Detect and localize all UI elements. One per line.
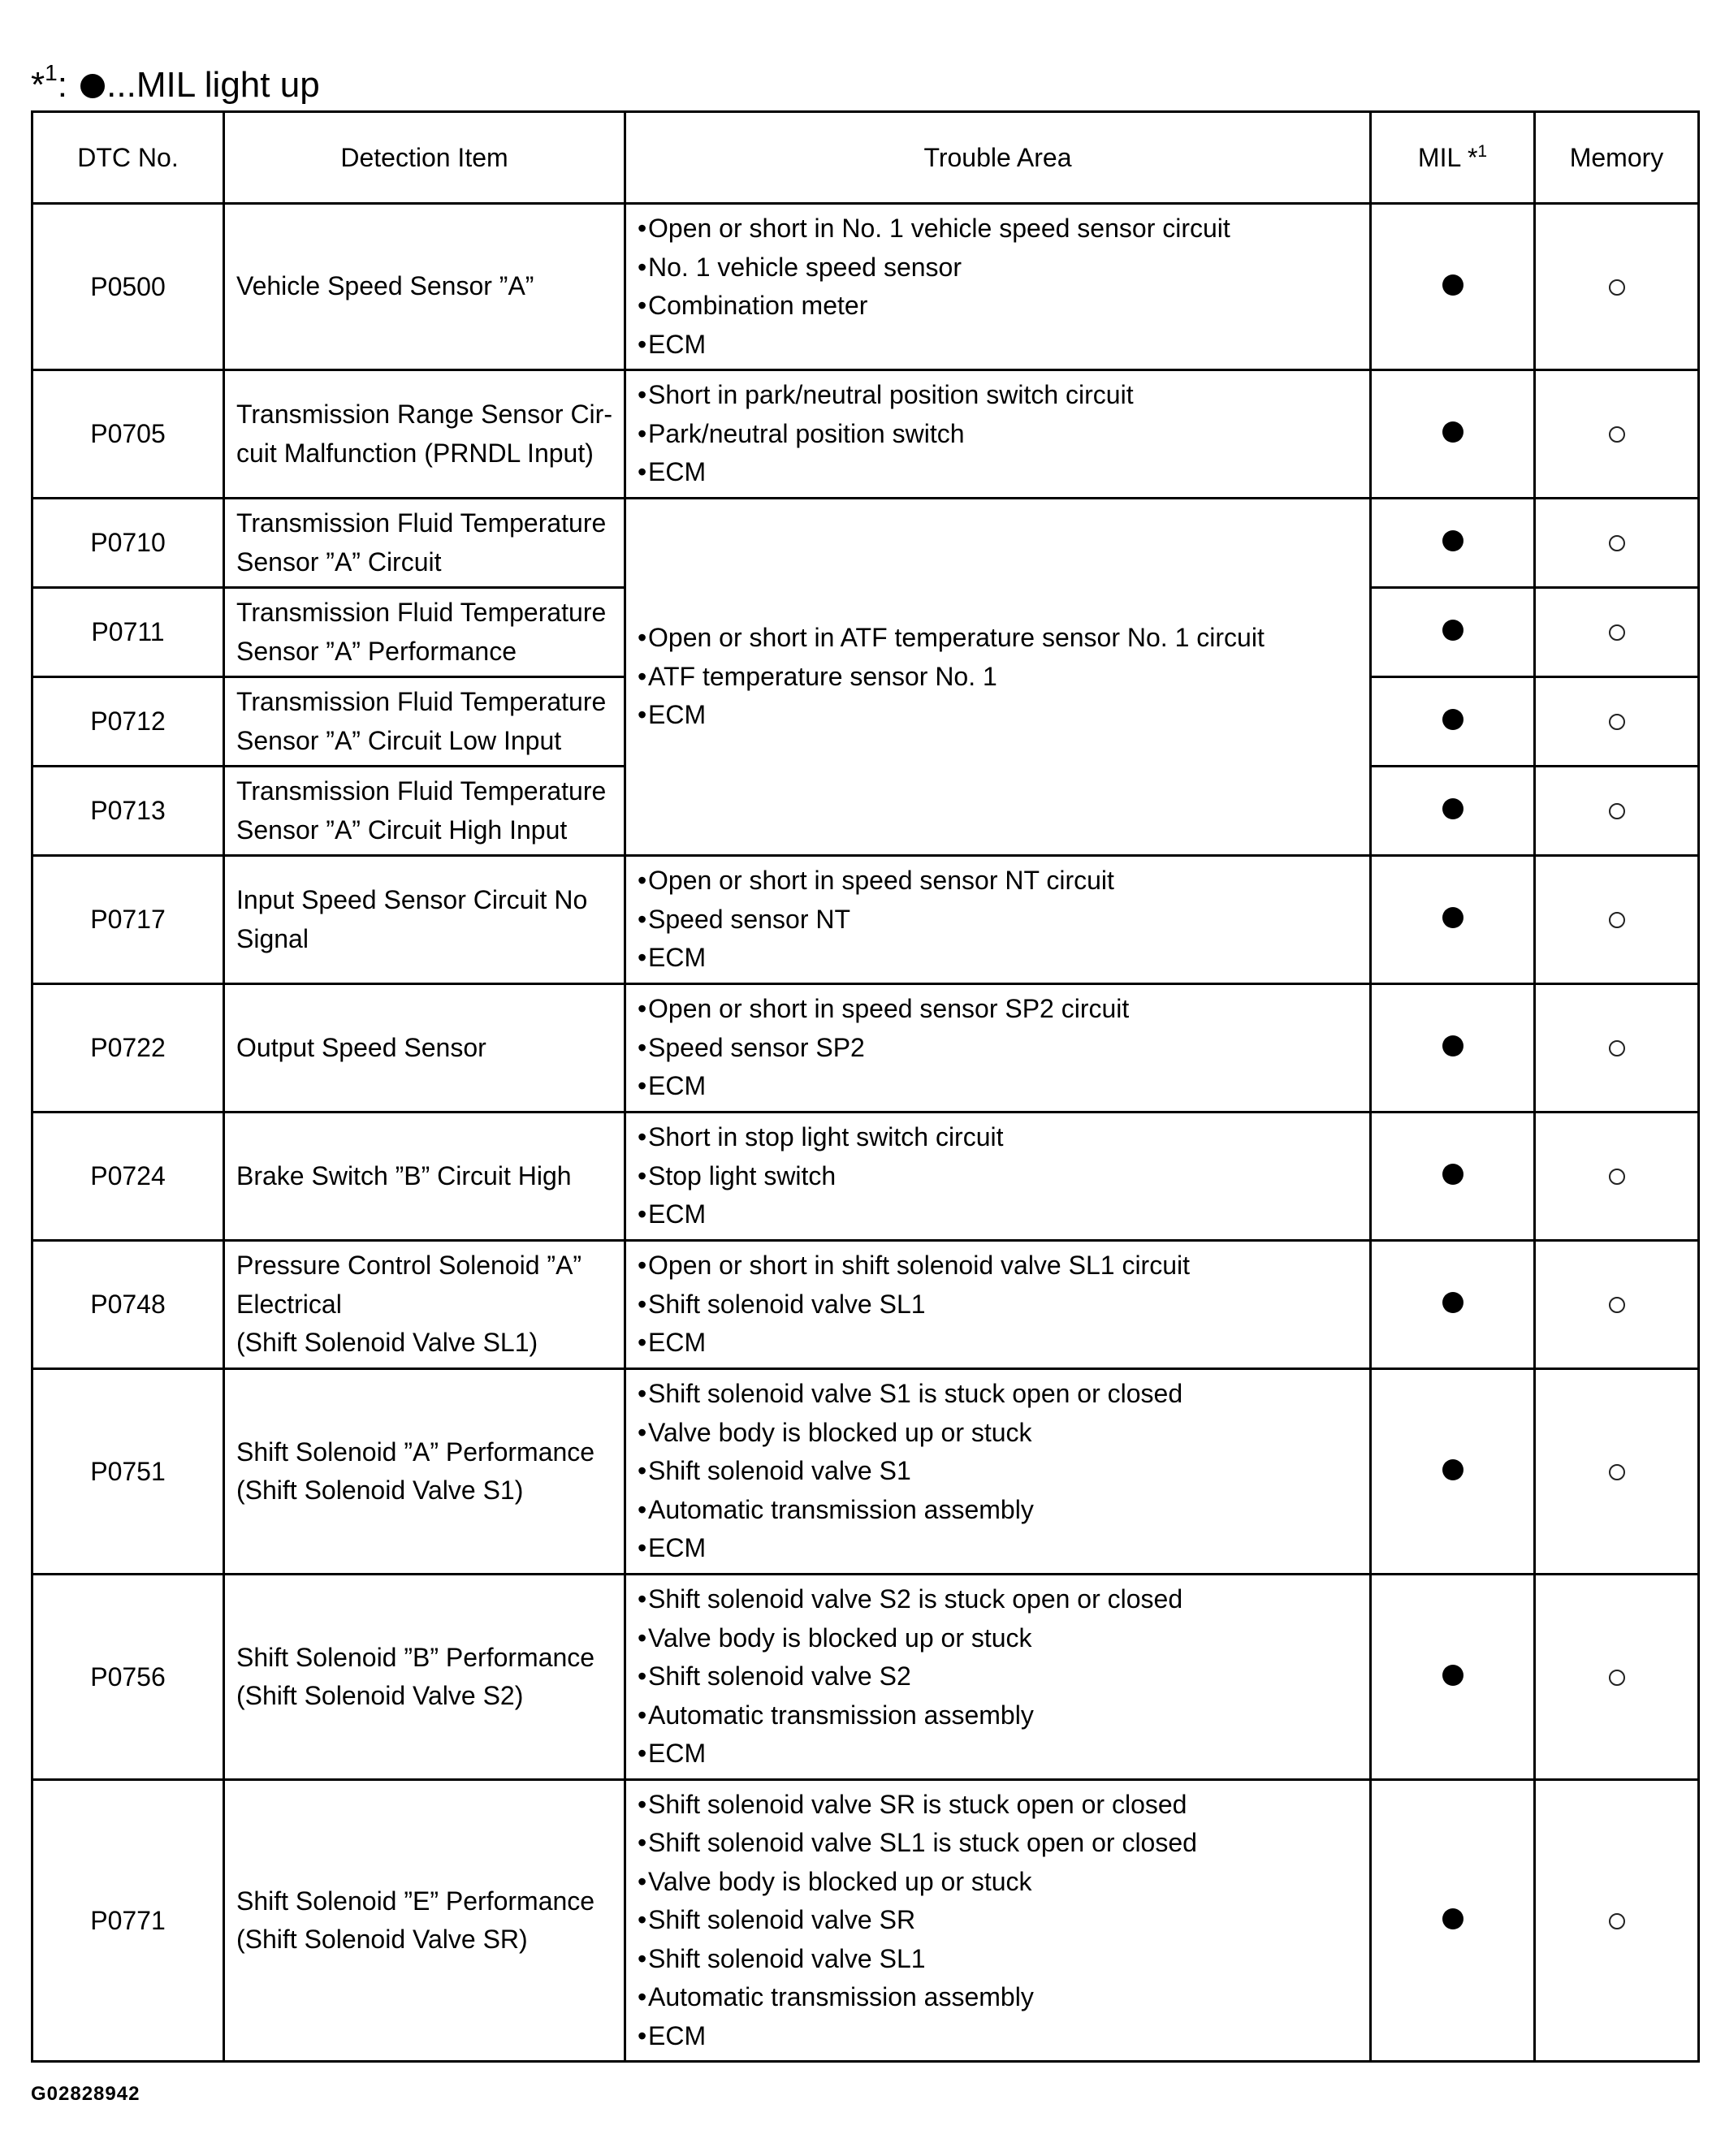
detection-item-line: Output Speed Sensor: [236, 1032, 486, 1062]
detection-item-cell: [224, 856, 625, 984]
trouble-area-item: • ECM: [638, 939, 1369, 978]
table-row: [32, 856, 1699, 984]
filled-circle-icon: [1442, 1665, 1463, 1686]
figure-id: G02828942: [31, 2083, 141, 2105]
detection-item-line: (Shift Solenoid Valve S1): [236, 1475, 524, 1505]
filled-circle-icon: [1442, 1908, 1463, 1929]
dtc-code-cell: P0500: [32, 204, 224, 370]
detection-item-cell: [224, 984, 625, 1113]
trouble-area-item: • Shift solenoid valve SR: [638, 1901, 1369, 1940]
mil-cell: [1371, 1113, 1535, 1241]
open-circle-icon: [1609, 1464, 1625, 1480]
detection-item-line: (Shift Solenoid Valve SL1): [236, 1328, 538, 1358]
open-circle-icon: [1609, 1670, 1625, 1686]
open-circle-icon: [1609, 535, 1625, 551]
trouble-area-item: • Short in stop light switch circuit: [638, 1118, 1369, 1157]
filled-circle-icon: [80, 74, 105, 98]
detection-item-line: Transmission Fluid Temperature: [236, 508, 607, 538]
trouble-area-item: • Shift solenoid valve SR is stuck open or closed: [638, 1786, 1369, 1825]
detection-item-cell: [224, 1575, 625, 1780]
trouble-area-item: • ECM: [638, 696, 1369, 735]
trouble-area-item: • Stop light switch: [638, 1157, 1369, 1196]
table-row: [32, 499, 1699, 588]
trouble-area-item: • ECM: [638, 326, 1369, 365]
dtc-code-cell: P0710: [32, 499, 224, 588]
detection-item-line: Transmission Range Sensor Cir-: [236, 400, 612, 429]
open-circle-icon: [1609, 803, 1625, 819]
trouble-area-item: • Valve body is blocked up or stuck: [638, 1414, 1369, 1453]
table-row: [32, 1575, 1699, 1780]
dtc-code-cell: P0756: [32, 1575, 224, 1780]
trouble-area-cell: [625, 1113, 1371, 1241]
trouble-area-item: • Shift solenoid valve S2 is stuck open or closed: [638, 1580, 1369, 1619]
filled-circle-icon: [1442, 709, 1463, 730]
dtc-code-cell: P0771: [32, 1780, 224, 2062]
header-memory: Memory: [1535, 112, 1699, 204]
trouble-area-item: • ECM: [638, 1324, 1369, 1363]
open-circle-icon: [1609, 426, 1625, 443]
trouble-area-item: • Speed sensor SP2: [638, 1029, 1369, 1068]
open-circle-icon: [1609, 1913, 1625, 1929]
table-row: [32, 1241, 1699, 1369]
trouble-area-item: • ATF temperature sensor No. 1: [638, 658, 1369, 697]
legend-footnote-number: 1: [45, 60, 58, 85]
trouble-area-item: • No. 1 vehicle speed sensor: [638, 248, 1369, 287]
trouble-area-cell: [625, 1780, 1371, 2062]
mil-cell: [1371, 1369, 1535, 1575]
trouble-area-cell: [625, 1369, 1371, 1575]
table-row: [32, 370, 1699, 499]
memory-cell: [1535, 370, 1699, 499]
filled-circle-icon: [1442, 274, 1463, 296]
trouble-area-cell: [625, 370, 1371, 499]
trouble-area-cell: [625, 499, 1371, 856]
open-circle-icon: [1609, 714, 1625, 730]
trouble-area-list: [638, 376, 1369, 492]
header-dtc-no: DTC No.: [32, 112, 224, 204]
header-trouble-area: Trouble Area: [625, 112, 1371, 204]
legend-colon: :: [57, 65, 67, 105]
table-row: [32, 1780, 1699, 2062]
detection-item-cell: [224, 767, 625, 856]
filled-circle-icon: [1442, 1459, 1463, 1480]
trouble-area-item: • Automatic transmission assembly: [638, 1491, 1369, 1530]
table-row: [32, 1113, 1699, 1241]
memory-cell: [1535, 1369, 1699, 1575]
memory-cell: [1535, 499, 1699, 588]
trouble-area-list: [638, 1375, 1369, 1568]
trouble-area-item: • ECM: [638, 1529, 1369, 1568]
mil-cell: [1371, 1780, 1535, 2062]
trouble-area-list: [638, 1247, 1369, 1363]
dtc-code-cell: P0748: [32, 1241, 224, 1369]
filled-circle-icon: [1442, 1035, 1463, 1056]
dtc-code-cell: P0712: [32, 677, 224, 767]
detection-item-line: Shift Solenoid ”B” Performance: [236, 1642, 595, 1672]
trouble-area-item: • Open or short in ATF temperature sensor No. 1 circuit: [638, 619, 1369, 658]
dtc-code-cell: P0724: [32, 1113, 224, 1241]
trouble-area-item: • Open or short in No. 1 vehicle speed sensor circuit: [638, 210, 1369, 248]
mil-cell: [1371, 1575, 1535, 1780]
trouble-area-item: • ECM: [638, 1067, 1369, 1106]
mil-cell: [1371, 677, 1535, 767]
detection-item-line: Brake Switch ”B” Circuit High: [236, 1160, 572, 1190]
memory-cell: [1535, 677, 1699, 767]
memory-cell: [1535, 204, 1699, 370]
trouble-area-item: • ECM: [638, 453, 1369, 492]
trouble-area-list: [638, 619, 1369, 735]
trouble-area-item: • Speed sensor NT: [638, 901, 1369, 940]
memory-cell: [1535, 588, 1699, 677]
trouble-area-item: • ECM: [638, 2017, 1369, 2056]
trouble-area-list: [638, 990, 1369, 1106]
trouble-area-item: • Shift solenoid valve SL1 is stuck open or closed: [638, 1824, 1369, 1863]
open-circle-icon: [1609, 1297, 1625, 1313]
dtc-code-cell: P0751: [32, 1369, 224, 1575]
trouble-area-item: • Automatic transmission assembly: [638, 1978, 1369, 2017]
memory-cell: [1535, 767, 1699, 856]
trouble-area-item: • Automatic transmission assembly: [638, 1696, 1369, 1735]
trouble-area-item: • Shift solenoid valve S1 is stuck open or closed: [638, 1375, 1369, 1414]
detection-item-line: Vehicle Speed Sensor ”A”: [236, 271, 534, 301]
filled-circle-icon: [1442, 1292, 1463, 1313]
trouble-area-item: • Open or short in speed sensor NT circuit: [638, 862, 1369, 901]
table-row: [32, 984, 1699, 1113]
dtc-code-cell: P0711: [32, 588, 224, 677]
trouble-area-item: • ECM: [638, 1735, 1369, 1774]
memory-cell: [1535, 1113, 1699, 1241]
detection-item-line: Transmission Fluid Temperature: [236, 776, 607, 806]
trouble-area-list: [638, 862, 1369, 978]
open-circle-icon: [1609, 1040, 1625, 1056]
dtc-code-cell: P0705: [32, 370, 224, 499]
detection-item-line: Transmission Fluid Temperature: [236, 598, 607, 627]
detection-item-cell: [224, 499, 625, 588]
filled-circle-icon: [1442, 620, 1463, 641]
filled-circle-icon: [1442, 421, 1463, 443]
trouble-area-item: • Shift solenoid valve S1: [638, 1452, 1369, 1491]
trouble-area-item: • Valve body is blocked up or stuck: [638, 1619, 1369, 1658]
trouble-area-list: [638, 210, 1369, 364]
trouble-area-item: • Park/neutral position switch: [638, 415, 1369, 454]
filled-circle-icon: [1442, 907, 1463, 928]
memory-cell: [1535, 1241, 1699, 1369]
open-circle-icon: [1609, 624, 1625, 641]
detection-item-line: Sensor ”A” Performance: [236, 636, 517, 666]
detection-item-cell: [224, 1369, 625, 1575]
detection-item-cell: [224, 1241, 625, 1369]
mil-cell: [1371, 1241, 1535, 1369]
detection-item-cell: [224, 588, 625, 677]
legend-text: ...MIL light up: [106, 65, 320, 105]
trouble-area-list: [638, 1118, 1369, 1234]
trouble-area-item: • Combination meter: [638, 287, 1369, 326]
detection-item-line: (Shift Solenoid Valve S2): [236, 1681, 524, 1710]
memory-cell: [1535, 1575, 1699, 1780]
trouble-area-item: • Open or short in shift solenoid valve SL1 circuit: [638, 1247, 1369, 1285]
detection-item-line: Transmission Fluid Temperature: [236, 687, 607, 716]
table-row: [32, 1369, 1699, 1575]
detection-item-line: Pressure Control Solenoid ”A”: [236, 1251, 582, 1281]
filled-circle-icon: [1442, 1164, 1463, 1185]
memory-cell: [1535, 1780, 1699, 2062]
mil-cell: [1371, 767, 1535, 856]
mil-cell: [1371, 856, 1535, 984]
detection-item-cell: [224, 677, 625, 767]
trouble-area-item: • Shift solenoid valve SL1: [638, 1940, 1369, 1979]
detection-item-line: Sensor ”A” Circuit: [236, 547, 442, 577]
trouble-area-cell: [625, 1575, 1371, 1780]
detection-item-line: (Shift Solenoid Valve SR): [236, 1925, 528, 1954]
detection-item-line: Sensor ”A” Circuit Low Input: [236, 725, 562, 755]
memory-cell: [1535, 984, 1699, 1113]
dtc-table: [31, 110, 1700, 2063]
open-circle-icon: [1609, 1169, 1625, 1185]
table-header-row: [32, 112, 1699, 204]
detection-item-cell: [224, 1780, 625, 2062]
legend-asterisk: *: [31, 65, 45, 105]
detection-item-cell: [224, 370, 625, 499]
header-detection-item: Detection Item: [224, 112, 625, 204]
mil-cell: [1371, 588, 1535, 677]
trouble-area-item: • Valve body is blocked up or stuck: [638, 1863, 1369, 1902]
detection-item-line: cuit Malfunction (PRNDL Input): [236, 438, 594, 468]
mil-cell: [1371, 499, 1535, 588]
trouble-area-item: • Open or short in speed sensor SP2 circuit: [638, 990, 1369, 1029]
memory-cell: [1535, 856, 1699, 984]
detection-item-line: Electrical: [236, 1289, 342, 1319]
detection-item-cell: [224, 204, 625, 370]
filled-circle-icon: [1442, 530, 1463, 551]
detection-item-line: Sensor ”A” Circuit High Input: [236, 814, 568, 845]
mil-cell: [1371, 370, 1535, 499]
dtc-code-cell: P0713: [32, 767, 224, 856]
detection-item-line: Signal: [236, 923, 309, 953]
detection-item-cell: [224, 1113, 625, 1241]
detection-item-line: Shift Solenoid ”A” Performance: [236, 1437, 595, 1467]
dtc-code-cell: P0717: [32, 856, 224, 984]
trouble-area-list: [638, 1580, 1369, 1774]
open-circle-icon: [1609, 912, 1625, 928]
detection-item-line: Input Speed Sensor Circuit No: [236, 885, 588, 914]
trouble-area-item: • Shift solenoid valve S2: [638, 1657, 1369, 1696]
detection-item-line: Shift Solenoid ”E” Performance: [236, 1886, 595, 1916]
trouble-area-cell: [625, 984, 1371, 1113]
trouble-area-list: [638, 1786, 1369, 2056]
trouble-area-cell: [625, 856, 1371, 984]
trouble-area-item: • ECM: [638, 1195, 1369, 1234]
trouble-area-cell: [625, 204, 1371, 370]
mil-cell: [1371, 984, 1535, 1113]
table-row: [32, 204, 1699, 370]
trouble-area-cell: [625, 1241, 1371, 1369]
header-mil: MIL *$^1$: [1371, 112, 1535, 204]
filled-circle-icon: [1442, 798, 1463, 819]
open-circle-icon: [1609, 279, 1625, 296]
mil-cell: [1371, 204, 1535, 370]
dtc-code-cell: P0722: [32, 984, 224, 1113]
trouble-area-item: • Shift solenoid valve SL1: [638, 1285, 1369, 1324]
trouble-area-item: • Short in park/neutral position switch circuit: [638, 376, 1369, 415]
mil-legend: [31, 50, 320, 108]
